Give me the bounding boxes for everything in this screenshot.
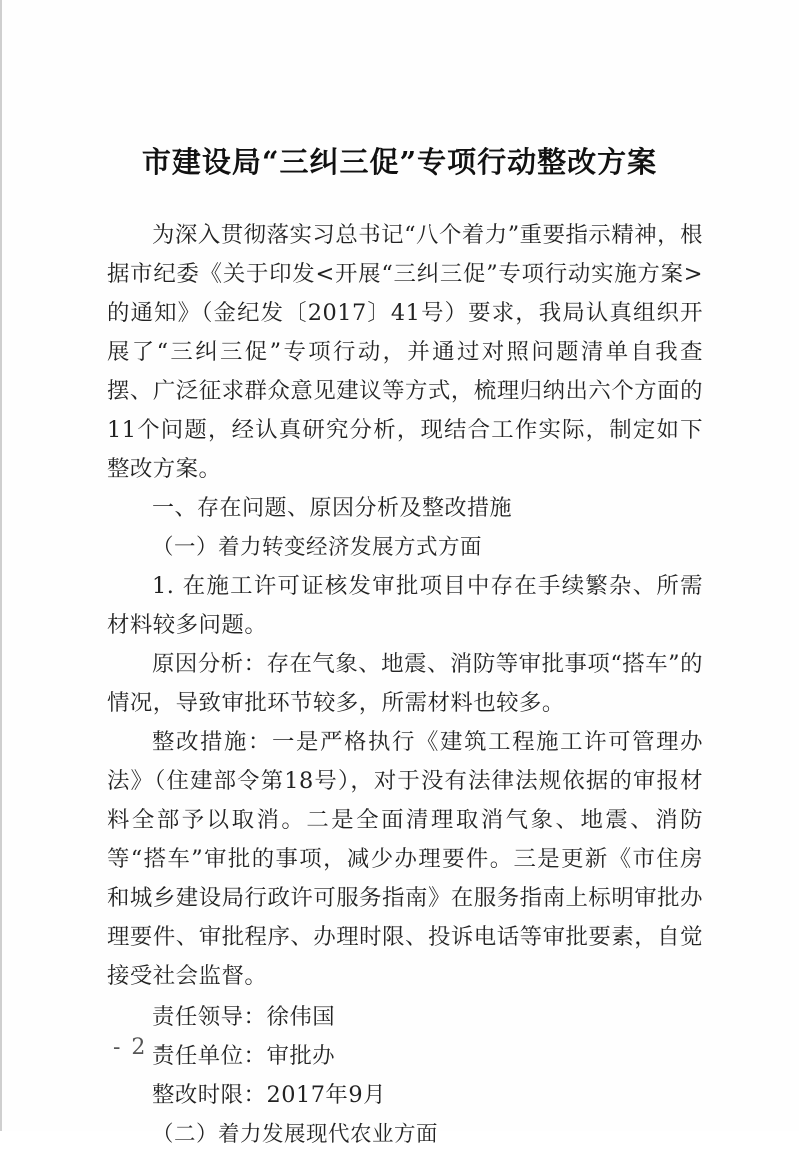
rectification-deadline: 整改时限：2017年9月 xyxy=(152,1082,386,1108)
intro-paragraph: 为深入贯彻落实习总书记“八个着力”重要指示精神，根据市纪委《关于印发<开展“三纠三促”专项行动实施方案>的通知》（金纪发〔2017〕41号）要求，我局认真组织开展了“三纠三促”专项行动，并通过对照问题清单自我查摆、广泛征求群众意见建议等方式，梳理归纳出六个方面的11个问题，经认真研究分析，现结合工作实际，制定如下整改方案。 xyxy=(107,222,703,482)
page-title: 市建设局“三纠三促”专项行动整改方案 xyxy=(141,145,658,179)
responsible-leader: 责任领导：徐伟国 xyxy=(152,1004,336,1030)
section-heading-1: 一、存在问题、原因分析及整改措施 xyxy=(152,496,513,521)
subsection-heading-2: （二）着力发展现代农业方面 xyxy=(152,1122,439,1147)
page-number: - 2 - xyxy=(113,1035,166,1060)
rectification-measures: 整改措施：一是严格执行《建筑工程施工许可管理办法》（住建部令第18号），对于没有法律法规依据的审报材料全部予以取消。二是全面清理取消气象、地震、消防等“搭车”审批的事项，减少办理要件。三是更新《市住房和城乡建设局行政许可服务指南》在服务指南上标明审批办理要件、审批程序、办理时限、投诉电话等审批要素，自觉接受社会监督。 xyxy=(107,729,703,989)
document-body xyxy=(107,216,703,1154)
cause-analysis: 原因分析：存在气象、地震、消防等审批事项“搭车”的情况，导致审批环节较多，所需材料也较多。 xyxy=(107,651,703,716)
responsible-unit: 责任单位：审批办 xyxy=(152,1043,336,1069)
subsection-heading-1: （一）着力转变经济发展方式方面 xyxy=(152,535,483,560)
issue-item-1: 1. 在施工许可证核发审批项目中存在手续繁杂、所需材料较多问题。 xyxy=(107,573,703,638)
